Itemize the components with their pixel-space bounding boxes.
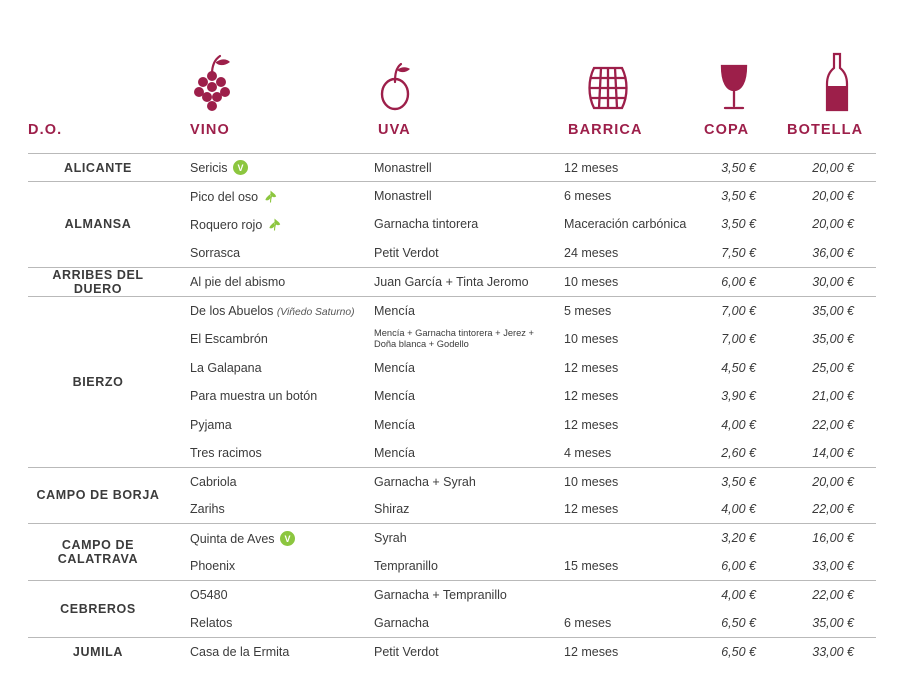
- do-cell: BIERZO: [28, 297, 178, 467]
- svg-text:V: V: [237, 163, 244, 174]
- vino-cell: [178, 210, 366, 238]
- vino-name: El Escambrón: [190, 332, 268, 347]
- do-cell: ALMANSA: [28, 182, 178, 267]
- uva-varieties: Syrah: [374, 531, 407, 546]
- barrica-cell: 12 meses: [564, 360, 619, 375]
- vino-cell: [178, 354, 366, 382]
- table-row: [28, 297, 876, 325]
- uva-cell: [366, 382, 556, 410]
- botella-price-cell: 16,00 €: [774, 524, 876, 552]
- copa-price-cell: 7,00 €: [694, 297, 774, 325]
- header-barrica: BARRICA: [568, 122, 643, 138]
- header-do: D.O.: [28, 122, 63, 138]
- table-row: [28, 154, 876, 182]
- barrica-cell: 10 meses: [556, 467, 694, 495]
- vino-cell: [178, 297, 366, 325]
- uva-cell: [366, 609, 556, 637]
- uva-varieties: Garnacha + Syrah: [374, 474, 476, 489]
- uva-cell: [366, 524, 556, 552]
- grape-icon: [172, 52, 252, 114]
- do-cell: CAMPO DE BORJA: [28, 467, 178, 524]
- uva-cell: [366, 297, 556, 325]
- uva-varieties: Garnacha: [374, 616, 429, 631]
- vino-cell: [178, 325, 366, 353]
- vino-name: Quinta de Aves: [190, 531, 275, 546]
- do-cell: CEBREROS: [28, 581, 178, 638]
- header-botella: BOTELLA: [787, 122, 864, 138]
- botella-price-cell: 30,00 €: [774, 267, 876, 297]
- column-icons-row: [0, 42, 900, 114]
- botella-price-cell: 35,00 €: [812, 332, 854, 347]
- vino-name: De los Abuelos: [190, 304, 274, 319]
- vegan-badge: [233, 160, 248, 175]
- do-cell: CAMPO DE CALATRAVA: [28, 524, 178, 581]
- copa-price-cell: 6,50 €: [721, 616, 756, 631]
- copa-price-cell: 3,50 €: [694, 467, 774, 495]
- uva-cell: [366, 210, 556, 238]
- uva-varieties: Garnacha tintorera: [374, 217, 479, 232]
- vino-cell: [178, 552, 366, 580]
- barrica-cell: [556, 524, 694, 552]
- botella-price-cell: 35,00 €: [812, 616, 854, 631]
- copa-price-cell: 6,50 €: [694, 638, 774, 666]
- uva-varieties: Mencía + Garnacha tintorera + Jerez + Doña blanca + Godello: [374, 327, 534, 350]
- copa-price-cell: 6,00 €: [721, 559, 756, 574]
- uva-cell: [366, 581, 556, 609]
- botella-price-cell: 22,00 €: [812, 417, 854, 432]
- table-row: [28, 467, 876, 495]
- do-cell: JUMILA: [28, 638, 178, 666]
- uva-varieties: Garnacha + Tempranillo: [374, 588, 507, 603]
- vino-cell: [178, 439, 366, 467]
- uva-cell: [366, 354, 556, 382]
- barrica-cell: 12 meses: [564, 417, 619, 432]
- copa-price-cell: 3,90 €: [721, 389, 756, 404]
- barrica-cell: 6 meses: [564, 616, 612, 631]
- uva-varieties: Juan García + Tinta Jeromo: [374, 274, 529, 289]
- wine-table: [28, 153, 876, 666]
- barrica-cell: [556, 581, 694, 609]
- copa-price-cell: 4,00 €: [694, 581, 774, 609]
- botella-price-cell: 20,00 €: [774, 467, 876, 495]
- barrica-cell: 6 meses: [556, 182, 694, 210]
- barrica-cell: 5 meses: [556, 297, 694, 325]
- vino-name: Roquero rojo: [190, 217, 263, 232]
- table-row: [28, 524, 876, 552]
- wine-glass-icon: [694, 60, 774, 114]
- botella-price-cell: 20,00 €: [774, 182, 876, 210]
- botella-price-cell: 21,00 €: [812, 389, 854, 404]
- vegan-badge: [280, 531, 295, 546]
- header-vino: VINO: [190, 122, 230, 138]
- uva-cell: [366, 410, 556, 438]
- botella-price-cell: 36,00 €: [812, 245, 854, 260]
- uva-cell: [366, 467, 556, 495]
- uva-cell: [366, 267, 556, 297]
- svg-text:V: V: [284, 533, 291, 544]
- vino-subtitle: (Viñedo Saturno): [276, 307, 355, 319]
- uva-cell: [366, 325, 556, 353]
- vino-name: La Galapana: [190, 360, 262, 375]
- uva-varieties: Mencía: [374, 389, 415, 404]
- botella-price-cell: 22,00 €: [812, 502, 854, 517]
- barrica-cell: 10 meses: [556, 267, 694, 297]
- vino-cell: [178, 496, 366, 524]
- organic-badge: [267, 217, 282, 232]
- copa-price-cell: 4,50 €: [721, 360, 756, 375]
- barrica-cell: 12 meses: [564, 389, 619, 404]
- copa-price-cell: 7,50 €: [721, 245, 756, 260]
- copa-price-cell: 2,60 €: [721, 445, 756, 460]
- vino-name: Para muestra un botón: [190, 389, 318, 404]
- vino-name: Sorrasca: [190, 245, 241, 260]
- botella-price-cell: 33,00 €: [812, 559, 854, 574]
- vino-name: Pico del oso: [190, 189, 259, 204]
- vino-cell: [178, 638, 366, 666]
- barrica-cell: 10 meses: [564, 332, 619, 347]
- barrica-cell: 24 meses: [564, 245, 619, 260]
- vino-name: Pyjama: [190, 417, 232, 432]
- copa-price-cell: 7,00 €: [721, 332, 756, 347]
- uva-cell: [366, 154, 556, 182]
- botella-price-cell: 35,00 €: [774, 297, 876, 325]
- vino-name: Sericis: [190, 161, 228, 176]
- vino-name: O5480: [190, 588, 228, 603]
- barrica-cell: 15 meses: [564, 559, 619, 574]
- vino-cell: [178, 267, 366, 297]
- uva-varieties: Mencía: [374, 445, 415, 460]
- vino-cell: [178, 524, 366, 552]
- uva-varieties: Shiraz: [374, 502, 410, 517]
- botella-price-cell: 14,00 €: [812, 445, 854, 460]
- copa-price-cell: 3,50 €: [721, 217, 756, 232]
- do-cell: ARRIBES DEL DUERO: [28, 267, 178, 297]
- vino-name: Al pie del abismo: [190, 274, 286, 289]
- barrica-cell: Maceración carbónica: [564, 217, 687, 232]
- copa-price-cell: 3,50 €: [694, 182, 774, 210]
- uva-varieties: Monastrell: [374, 189, 432, 204]
- vino-name: Casa de la Ermita: [190, 644, 290, 659]
- uva-varieties: Mencía: [374, 304, 415, 319]
- uva-cell: [366, 439, 556, 467]
- uva-varieties: Monastrell: [374, 160, 432, 175]
- vino-name: Tres racimos: [190, 445, 262, 460]
- barrica-cell: 12 meses: [556, 638, 694, 666]
- vino-name: Relatos: [190, 616, 233, 631]
- barrica-cell: 12 meses: [564, 502, 619, 517]
- table-row: [28, 638, 876, 666]
- vino-cell: [178, 410, 366, 438]
- vino-cell: [178, 182, 366, 210]
- table-row: [28, 581, 876, 609]
- uva-varieties: Tempranillo: [374, 559, 438, 574]
- header-copa: COPA: [704, 122, 750, 138]
- botella-price-cell: 25,00 €: [812, 360, 854, 375]
- copa-price-cell: 6,00 €: [694, 267, 774, 297]
- table-row: [28, 267, 876, 297]
- copa-price-cell: 4,00 €: [721, 417, 756, 432]
- vino-cell: [178, 581, 366, 609]
- vino-name: Zarihs: [190, 502, 225, 517]
- table-row: [28, 182, 876, 210]
- column-headers-row: [0, 122, 900, 148]
- wine-bottle-icon: [790, 52, 884, 114]
- vino-cell: [178, 382, 366, 410]
- vino-cell: [178, 154, 366, 182]
- uva-cell: [366, 182, 556, 210]
- wine-table-wrapper: [28, 153, 876, 666]
- botella-price-cell: 20,00 €: [774, 154, 876, 182]
- header-uva: UVA: [378, 122, 411, 138]
- botella-price-cell: 20,00 €: [812, 217, 854, 232]
- vino-cell: [178, 239, 366, 267]
- uva-cell: [366, 239, 556, 267]
- copa-price-cell: 3,50 €: [694, 154, 774, 182]
- vino-name: Phoenix: [190, 559, 236, 574]
- uva-varieties: Mencía: [374, 417, 415, 432]
- do-cell: ALICANTE: [28, 154, 178, 182]
- barrica-cell: 4 meses: [564, 445, 612, 460]
- copa-price-cell: 3,20 €: [694, 524, 774, 552]
- uva-cell: [366, 496, 556, 524]
- uva-varieties: Petit Verdot: [374, 245, 439, 260]
- grape-berry-icon: [360, 56, 430, 114]
- copa-price-cell: 4,00 €: [721, 502, 756, 517]
- botella-price-cell: 33,00 €: [774, 638, 876, 666]
- uva-varieties: Mencía: [374, 360, 415, 375]
- vino-name: Cabriola: [190, 474, 237, 489]
- uva-cell: [366, 638, 556, 666]
- organic-badge: [263, 189, 278, 204]
- barrica-cell: 12 meses: [556, 154, 694, 182]
- uva-varieties: Petit Verdot: [374, 644, 439, 659]
- vino-cell: [178, 609, 366, 637]
- barrel-icon: [562, 62, 654, 114]
- vino-cell: [178, 467, 366, 495]
- botella-price-cell: 22,00 €: [774, 581, 876, 609]
- uva-cell: [366, 552, 556, 580]
